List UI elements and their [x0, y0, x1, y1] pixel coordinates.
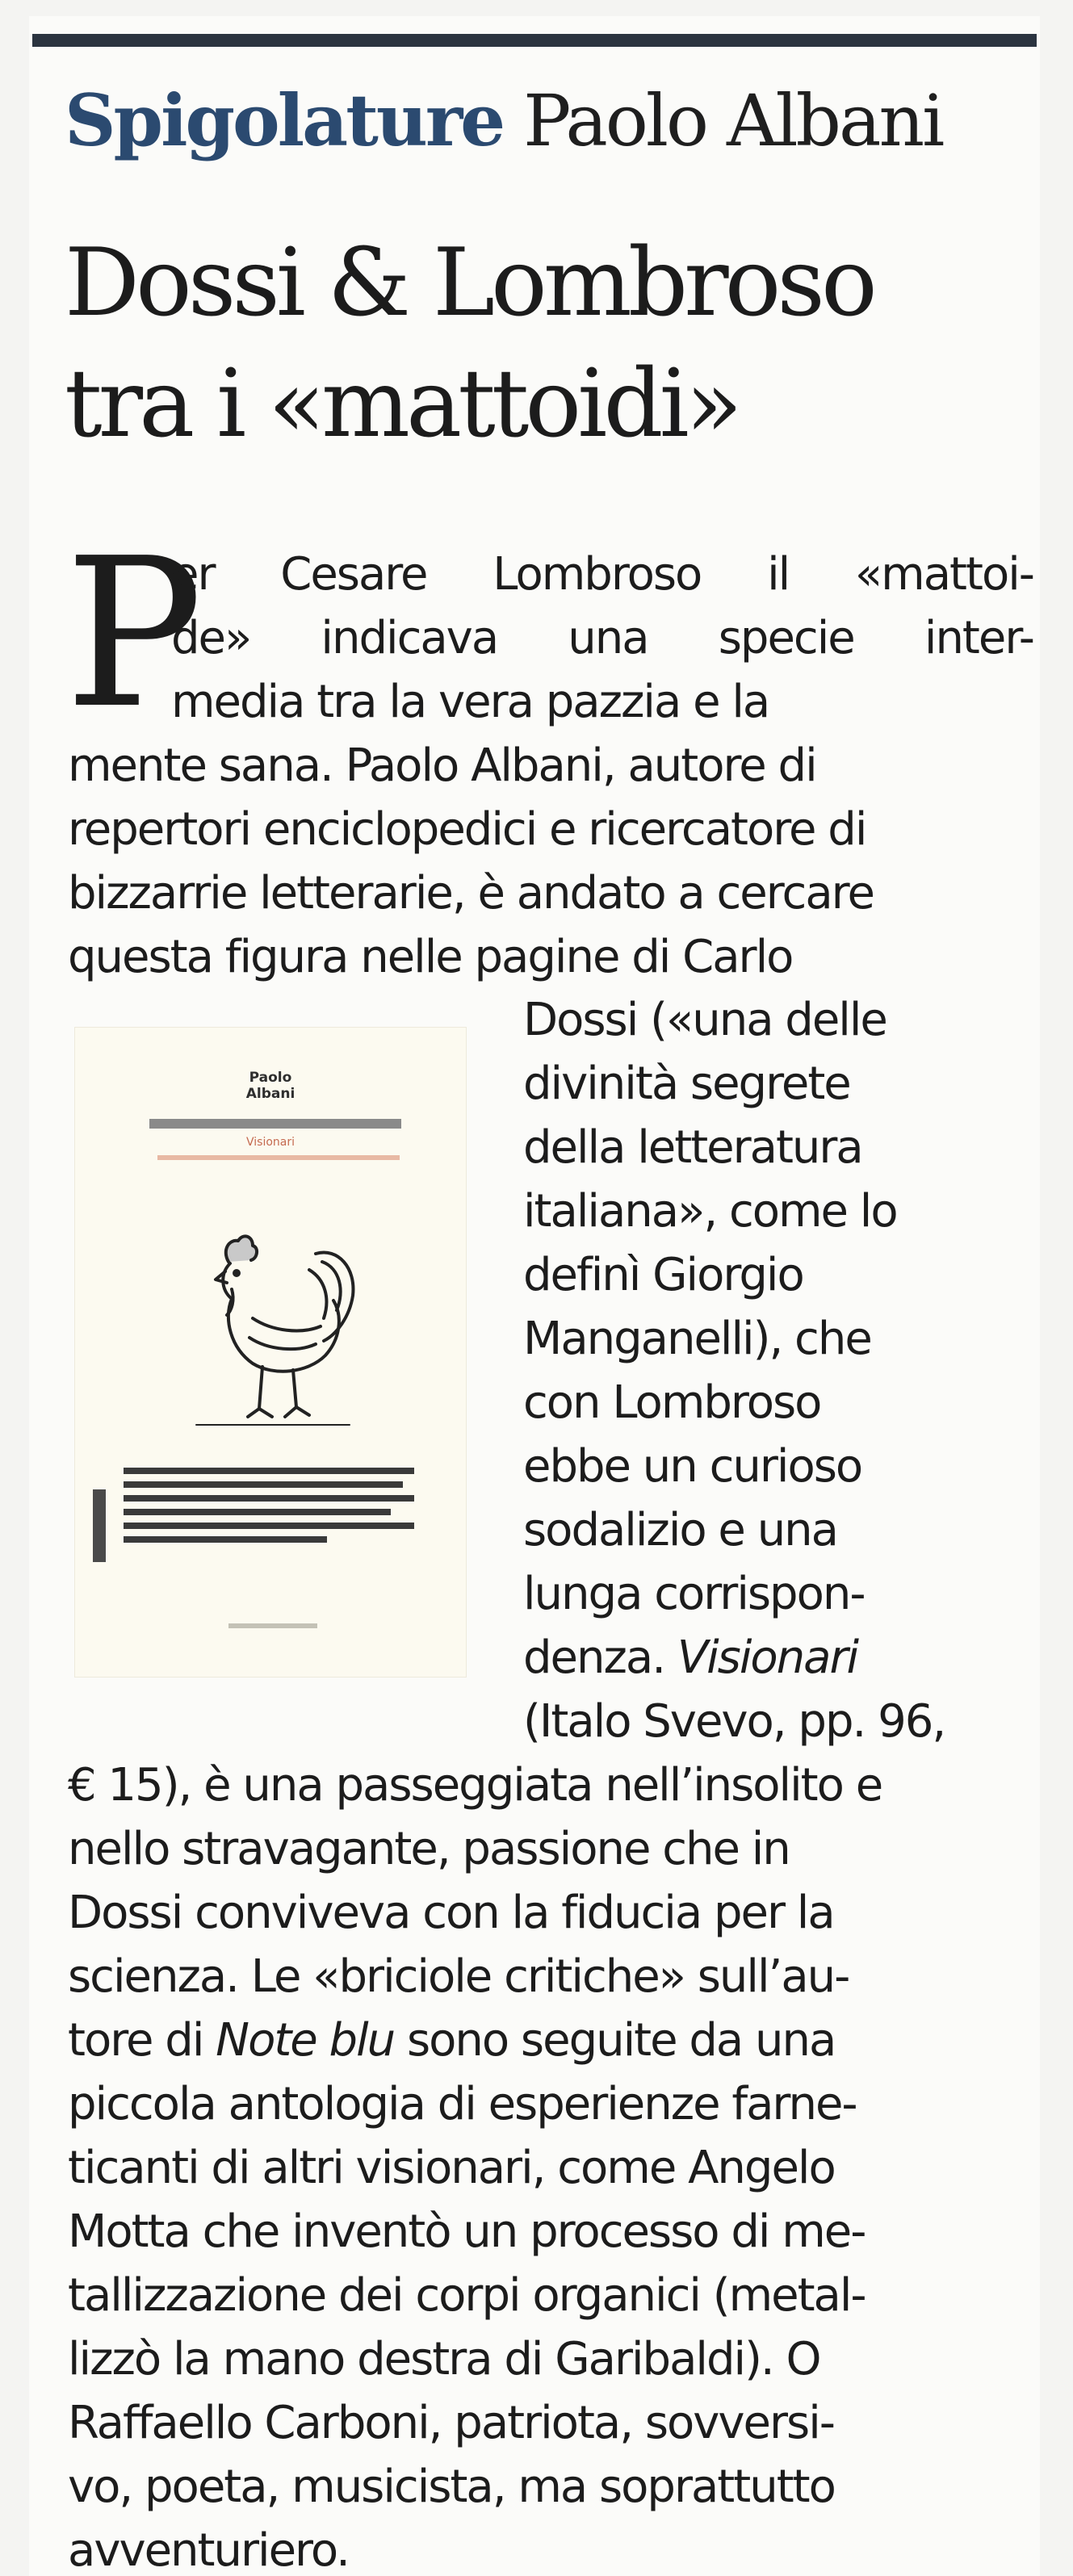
cover-publisher — [228, 1623, 317, 1628]
body-line: Dossi («una delle — [523, 994, 886, 1046]
cover-blurb — [124, 1468, 414, 1550]
body-line: mente sana. Paolo Albani, autore di — [68, 739, 816, 792]
cover-side-label — [93, 1489, 106, 1562]
body-line: er Cesare Lombroso il «mattoi- — [171, 548, 1033, 601]
rooster-icon — [172, 1205, 374, 1447]
headline-line: Dossi & Lombroso — [65, 228, 874, 337]
book-title: Visionari — [677, 1631, 858, 1684]
drop-cap: P — [65, 514, 203, 754]
body-line: media tra la vera pazzia e la — [171, 676, 769, 728]
cover-title: Visionari — [245, 1136, 295, 1149]
body-line: € 15), è una passeggiata nell’insolito e — [68, 1759, 882, 1812]
body-line: sodalizio e una — [523, 1504, 837, 1556]
body-line: scienza. Le «briciole critiche» sull’au- — [68, 1950, 849, 2003]
cover-title-bar — [149, 1119, 401, 1129]
body-line: piccola antologia di esperienze farne- — [68, 2078, 857, 2130]
cover-subtitle-bar — [157, 1155, 400, 1160]
body-line: tore di Note blu sono seguite da una — [68, 2014, 836, 2067]
cover-author: Paolo Albani — [245, 1070, 295, 1102]
body-block-a — [68, 734, 1033, 989]
side-column — [523, 988, 1033, 1753]
book-title: Note blu — [216, 2014, 395, 2067]
body-line: denza. Visionari — [523, 1631, 858, 1684]
intro-lines — [171, 542, 1033, 734]
columnist-name: Paolo Albani — [523, 79, 943, 162]
body-line: Motta che inventò un processo di me- — [68, 2205, 866, 2258]
article-headline — [65, 223, 1033, 465]
body-line: Manganelli), che — [523, 1313, 871, 1365]
body-line: divinità segrete — [523, 1058, 850, 1110]
body-line: tallizzazione dei corpi organici (metal- — [68, 2269, 866, 2322]
body-line: Raffaello Carboni, patriota, sovversi- — [68, 2397, 834, 2449]
body-line: (Italo Svevo, pp. 96, — [523, 1695, 945, 1748]
body-line: bizzarrie letterarie, è andato a cercare — [68, 867, 874, 919]
section-name: Spigolature — [65, 78, 504, 162]
body-line: ebbe un curioso — [523, 1440, 862, 1493]
body-line: vo, poeta, musicista, ma soprattutto — [68, 2461, 835, 2513]
book-cover — [74, 1027, 467, 1678]
body-line: italiana», come lo — [523, 1185, 897, 1238]
body-line: avventuriero. — [68, 2524, 349, 2576]
body-block-b — [68, 1753, 1033, 2576]
column-rubric — [65, 78, 1033, 162]
body-line: lunga corrispon- — [523, 1568, 865, 1620]
body-line: nello stravagante, passione che in — [68, 1823, 790, 1875]
body-line: questa figura nelle pagine di Carlo — [68, 931, 793, 983]
body-line: definì Giorgio — [523, 1249, 803, 1301]
body-line: repertori enciclopedici e ricercatore di — [68, 803, 866, 856]
body-line: con Lombroso — [523, 1376, 821, 1429]
body-line: Dossi conviveva con la fiducia per la — [68, 1887, 834, 1939]
body-line: ticanti di altri visionari, come Angelo — [68, 2142, 835, 2194]
body-line: de» indicava una specie inter- — [171, 612, 1033, 664]
top-rule — [32, 34, 1037, 47]
headline-line: tra i «mattoidi» — [65, 350, 739, 459]
body-line: della letteratura — [523, 1121, 862, 1174]
body-line: lizzò la mano destra di Garibaldi). O — [68, 2333, 820, 2385]
